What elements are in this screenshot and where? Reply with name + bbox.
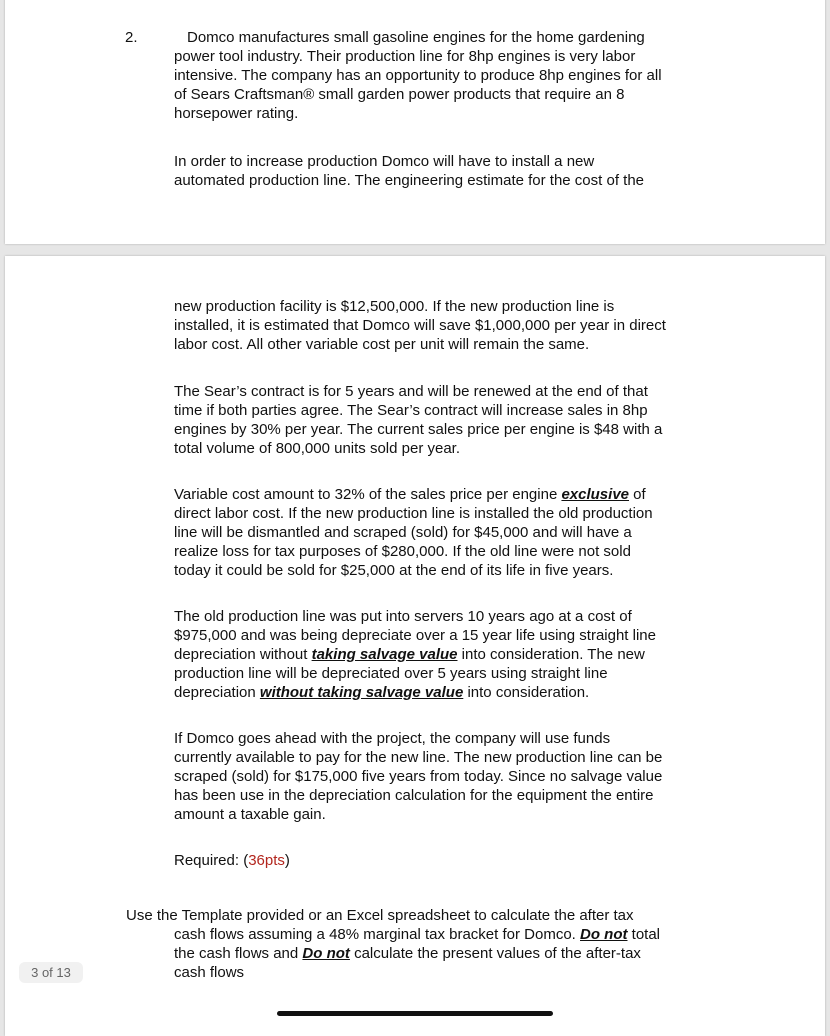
para6-text-b: into consideration. The new production line will be depreciated over 5 years using straight line depreciation bbox=[174, 646, 645, 701]
required-close: ) bbox=[284, 852, 290, 869]
home-indicator-bar[interactable] bbox=[277, 1011, 553, 1016]
document-page-3 bbox=[5, 256, 825, 1036]
paragraph-old-line-depreciation bbox=[174, 607, 734, 702]
required-heading bbox=[174, 851, 734, 870]
instruction-line-1: Use the Template provided or an Excel spreadsheet to calculate the after tax bbox=[126, 907, 634, 924]
para6-text-a: The old production line was put into servers 10 years ago at a cost of $975,000 and was being depreciate over a 15 year life using straight line depreciation without bbox=[174, 608, 656, 663]
para6-text-c: into consideration. bbox=[463, 684, 590, 701]
para5-text-a: Variable cost amount to 32% of the sales price per engine bbox=[174, 486, 562, 503]
question-number: 2. bbox=[125, 29, 138, 46]
paragraph-facility-cost: new production facility is $12,500,000. If the new production line is installed, it is estimated that Domco will save $1,000,000 per year in direct labor cost. All other variable cost per unit will remain the same. bbox=[174, 298, 666, 353]
do-not-calculate-emphasis: Do not bbox=[302, 945, 350, 962]
document-page-2 bbox=[5, 0, 825, 244]
taking-salvage-value-emphasis: taking salvage value bbox=[311, 646, 458, 663]
paragraph-sears-contract: The Sear’s contract is for 5 years and will be renewed at the end of that time if both parties agree. The Sear’s contract will increase sales in 8hp engines by 30% per year. The current sales price per engine is $48 with a total volume of 800,000 units sold per year. bbox=[174, 383, 663, 457]
paragraph-variable-cost bbox=[174, 485, 734, 580]
exclusive-emphasis: exclusive bbox=[561, 486, 630, 503]
page-indicator-badge: 3 of 13 bbox=[19, 962, 83, 983]
instr-text-b: total the cash flows and bbox=[174, 926, 661, 962]
para5-text-b: of direct labor cost. If the new production line is installed the old production line will be dismantled and scraped (sold) for $45,000 and will have a realize loss for tax purposes of $280,000. If the old line were not sold today it could be sold for $25,000 at the end of its life in five years. bbox=[174, 486, 653, 579]
paragraph-intro: Domco manufactures small gasoline engines for the home gardening power tool industry. Their production line for 8hp engines is very labor intensive. The company has an opportunity to produce 8hp engines for all of Sears Craftsman® small garden power products that require an 8 horsepower rating. bbox=[174, 29, 662, 122]
instr-text-a: cash flows assuming a 48% marginal tax bracket for Domco. bbox=[174, 926, 581, 943]
paragraph-funding: If Domco goes ahead with the project, the company will use funds currently available to pay for the new line. The new production line can be scraped (sold) for $175,000 five years from today. Since no salvage value has been use in the depreciation calculation for the equipment the entire amount a taxable gain. bbox=[174, 730, 663, 823]
required-points: 36pts bbox=[248, 852, 285, 869]
paragraph-production-line: In order to increase production Domco will have to install a new automated production line. The engineering estimate for the cost of the bbox=[174, 153, 645, 189]
do-not-total-emphasis: Do not bbox=[580, 926, 628, 943]
instr-text-c: calculate the present values of the after-tax cash flows bbox=[174, 945, 641, 981]
required-label: Required: ( bbox=[174, 852, 249, 869]
instruction-continued bbox=[174, 925, 734, 982]
without-salvage-value-emphasis: without taking salvage value bbox=[259, 684, 464, 701]
